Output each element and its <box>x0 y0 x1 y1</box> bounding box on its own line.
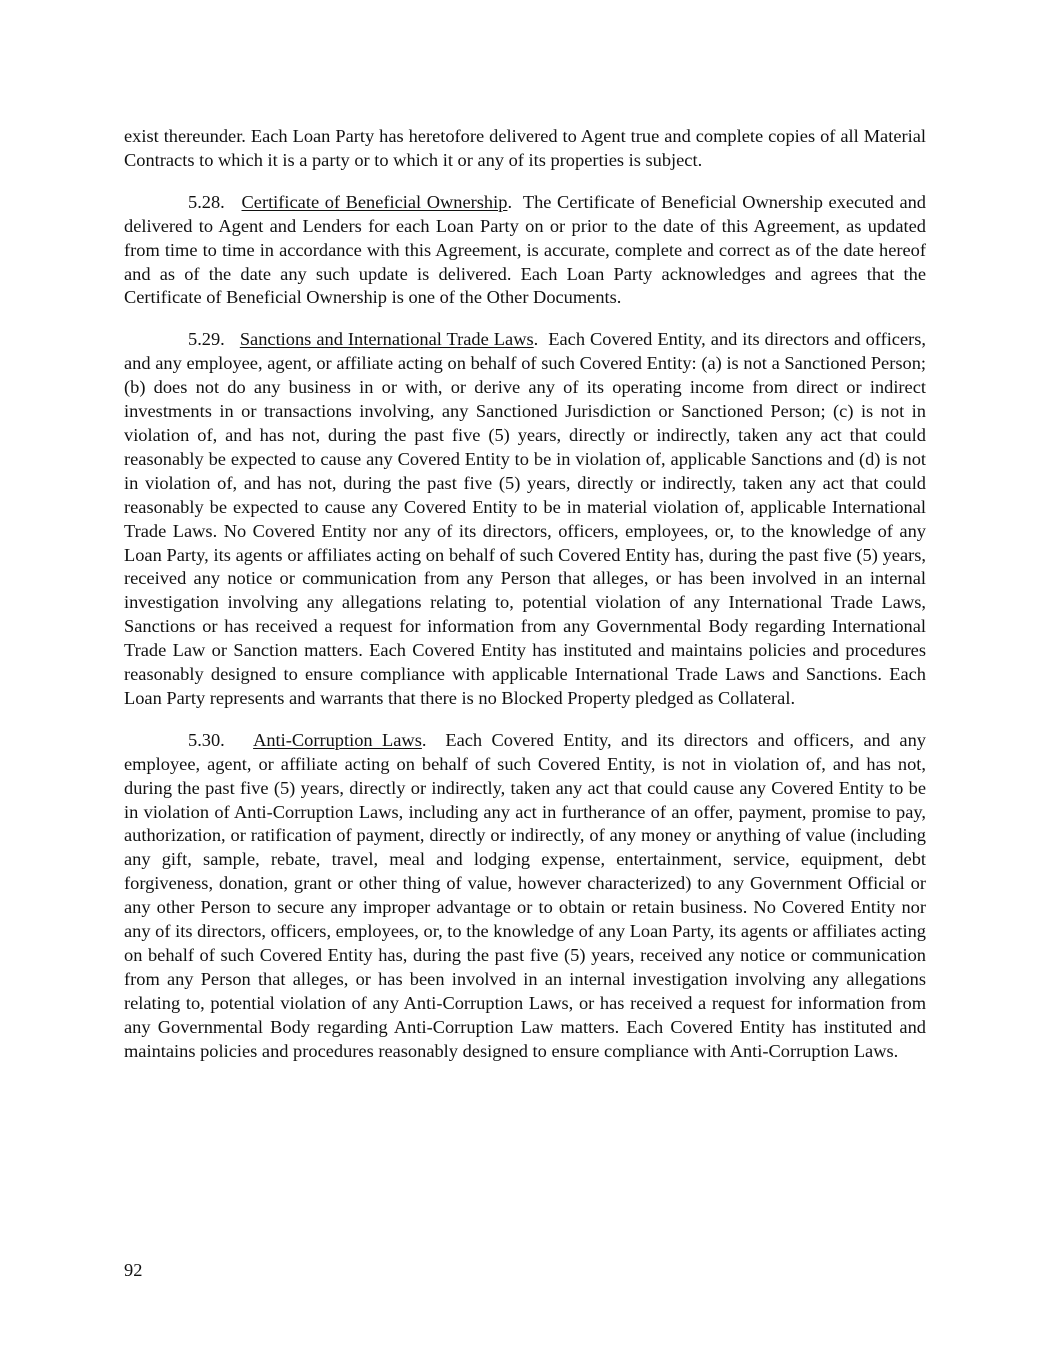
section-body: Each Covered Entity, and its directors and officers, and any employee, agent, or affiliate acting on behalf of such Covered Entity: (a) is not a Sanctioned Person; (b) does not do any business in or with, or derive any of its operating income from direct or indirect investments in or transactions involving, any Sanctioned Jurisdiction or Sanctioned Person; (c) is not in violation of, and has not, during the past five (5) years, directly or indirectly, taken any act that could reasonably be expected to cause any Covered Entity to be in violation of, applicable Sanctions and (d) is not in violation of, and has not, during the past five (5) years, directly or indirectly, taken any act that could reasonably be expected to cause any Covered Entity to be in material violation of, applicable International Trade Laws. No Covered Entity nor any of its directors, officers, employees, or, to the knowledge of any Loan Party, its agents or affiliates acting on behalf of such Covered Entity has, during the past five (5) years, received any notice or communication from any Person that alleges, or has been involved in an internal investigation involving any allegations relating to, potential violation of any International Trade Laws, Sanctions or has received a request for information from any Governmental Body regarding International Trade Law or Sanction matters. Each Covered Entity has instituted and maintains policies and procedures reasonably designed to ensure compliance with applicable International Trade Laws and Sanctions. Each Loan Party represents and warrants that there is no Blocked Property pledged as Collateral. <box>124 329 927 708</box>
section-5-30: 5.30. Anti-Corruption Laws. Each Covered Entity, and its directors and officers, and any employee, agent, or affiliate acting on behalf of such Covered Entity, is not in violation of, and has not, during the past five (5) years, directly or indirectly, taken any act that could cause any Covered Entity to be in violation of Anti-Corruption Laws, including any act in furtherance of an offer, payment, promise to pay, authorization, or ratification of payment, directly or indirectly, of any money or anything of value (including any gift, sample, rebate, travel, meal and lodging expense, entertainment, service, equipment, debt forgiveness, donation, grant or other thing of value, however characterized) to any Government Official or any other Person to secure any improper advantage or to obtain or retain business. No Covered Entity nor any of its directors, officers, employees, or, to the knowledge of any Loan Party, its agents or affiliates acting on behalf of such Covered Entity has, during the past five (5) years, received any notice or communication from any Person that alleges, or has been involved in an internal investigation involving any allegations relating to, potential violation of any Anti-Corruption Laws, or has received a request for information from any Governmental Body regarding Anti-Corruption Law matters. Each Covered Entity has instituted and maintains policies and procedures reasonably designed to ensure compliance with Anti-Corruption Laws. <box>124 729 926 1061</box>
section-number: 5.29. <box>188 329 225 350</box>
section-5-28: 5.28. Certificate of Beneficial Ownership. The Certificate of Beneficial Ownership executed and delivered to Agent and Lenders for each Loan Party on or prior to the date of this Agreement, as updated from time to time in accordance with this Agreement, is accurate, complete and correct as of the date hereof and as of the date any such update is delivered. Each Loan Party acknowledges and agrees that the Certificate of Beneficial Ownership is one of the Other Documents. <box>124 191 926 308</box>
section-heading: Sanctions and International Trade Laws <box>239 329 534 350</box>
section-heading: Anti-Corruption Laws <box>253 729 422 750</box>
section-body: The Certificate of Beneficial Ownership executed and delivered to Agent and Lenders for each Loan Party on or prior to the date of this Agreement, as updated from time to time in accordance with this Agreement, is accurate, complete and correct as of the date hereof and as of the date any such update is delivered. Each Loan Party acknowledges and agrees that the Certificate of Beneficial Ownership is one of the Other Documents. <box>124 191 926 308</box>
page-number: 92 <box>124 1260 143 1280</box>
section-number: 5.30. <box>188 729 225 750</box>
section-body: Each Covered Entity, and its directors and officers, and any employee, agent, or affiliate acting on behalf of such Covered Entity, is not in violation of, and has not, during the past five (5) years, directly or indirectly, taken any act that could cause any Covered Entity to be in violation of Anti-Corruption Laws, including any act in furtherance of an offer, payment, promise to pay, authorization, or ratification of payment, directly or indirectly, of any money or anything of value (including any gift, sample, rebate, travel, meal and lodging expense, entertainment, service, equipment, debt forgiveness, donation, grant or other thing of value, however characterized) to any Government Official or any other Person to secure any improper advantage or to obtain or retain business. No Covered Entity nor any of its directors, officers, employees, or, to the knowledge of any Loan Party, its agents or affiliates acting on behalf of such Covered Entity has, during the past five (5) years, received any notice or communication from any Person that alleges, or has been involved in an internal investigation involving any allegations relating to, potential violation of any Anti-Corruption Laws, or has received a request for information from any Governmental Body regarding Anti-Corruption Law matters. Each Covered Entity has instituted and maintains policies and procedures reasonably designed to ensure compliance with Anti-Corruption Laws. <box>124 729 926 1061</box>
continuation-paragraph: exist thereunder. Each Loan Party has heretofore delivered to Agent true and complete copies of all Material Contracts to which it is a party or to which it or any of its properties is subject. <box>124 126 926 170</box>
section-5-29: 5.29. Sanctions and International Trade Laws. Each Covered Entity, and its directors and officers, and any employee, agent, or affiliate acting on behalf of such Covered Entity: (a) is not a Sanctioned Person; (b) does not do any business in or with, or derive any of its operating income from direct or indirect investments in or transactions involving, any Sanctioned Jurisdiction or Sanctioned Person; (c) is not in violation of, and has not, during the past five (5) years, directly or indirectly, taken any act that could reasonably be expected to cause any Covered Entity to be in violation of, applicable Sanctions and (d) is not in violation of, and has not, during the past five (5) years, directly or indirectly, taken any act that could reasonably be expected to cause any Covered Entity to be in material violation of, applicable International Trade Laws. No Covered Entity nor any of its directors, officers, employees, or, to the knowledge of any Loan Party, its agents or affiliates acting on behalf of such Covered Entity has, during the past five (5) years, received any notice or communication from any Person that alleges, or has been involved in an internal investigation involving any allegations relating to, potential violation of any International Trade Laws, Sanctions or has received a request for information from any Governmental Body regarding International Trade Law or Sanction matters. Each Covered Entity has instituted and maintains policies and procedures reasonably designed to ensure compliance with applicable International Trade Laws and Sanctions. Each Loan Party represents and warrants that there is no Blocked Property pledged as Collateral. <box>124 329 927 708</box>
document-body <box>124 125 926 1082</box>
section-heading: Certificate of Beneficial Ownership <box>241 191 508 212</box>
section-number: 5.28. <box>188 191 225 212</box>
